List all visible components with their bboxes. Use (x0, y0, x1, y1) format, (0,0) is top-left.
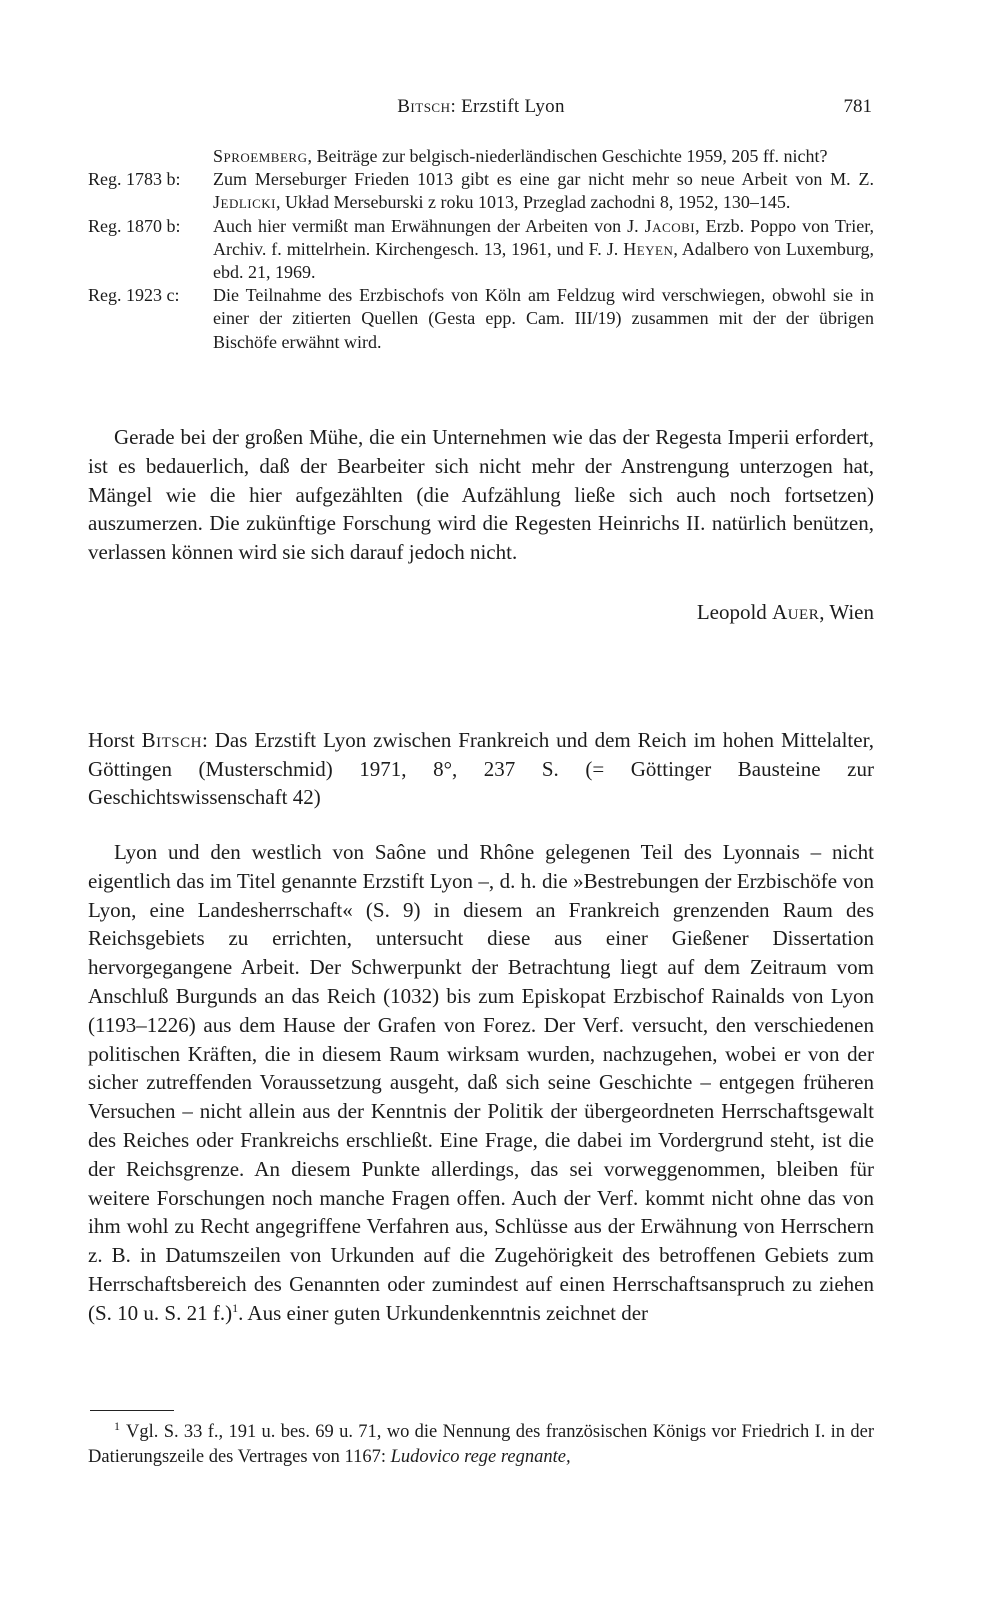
footnote-reference: 1 (232, 1300, 239, 1315)
note-text (213, 284, 874, 354)
book-title-details: : Das Erzstift Lyon zwischen Frankreich und dem Reich im hohen Mittelalter, Göttingen (Musterschmid) 1971, 8°, 237 S. (= Göttinger Bausteine zur Geschichtswissenschaft 42) (88, 728, 874, 809)
note-reference: Reg. 1870 b: (88, 215, 181, 236)
conclusion-paragraph: Gerade bei der großen Mühe, die ein Unternehmen wie das der Regesta Imperii erfordert, ist es bedauerlich, daß der Bearbeiter sich nicht mehr der Anstrengung unterzogen hat, Mängel wie die hier aufgezählten (die Aufzählung ließe sich auch noch fortsetzen) auszumerzen. Die zukünftige Forschung wird die Regesten Heinrichs II. natürlich benützen, verlassen können wird sie sich darauf jedoch nicht. (88, 425, 874, 565)
note-reference: Reg. 1783 b: (88, 169, 181, 190)
running-title-text: : Erzstift Lyon (450, 96, 565, 117)
note-text (213, 215, 874, 285)
running-title-author: Bitsch (397, 96, 451, 117)
note-entry (88, 284, 874, 354)
note-text (213, 168, 874, 214)
note-reference: Reg. 1923 c: (88, 285, 180, 306)
running-title (88, 92, 874, 122)
signature-city: , Wien (819, 600, 874, 624)
note-entry (88, 145, 874, 168)
note-text-segment: Auch hier vermißt man Erwähnungen der Arbeiten von J. (213, 215, 645, 236)
footnote-divider (90, 1410, 174, 1411)
review-paragraph-text: Lyon und den westlich von Saône und Rhône gelegenen Teil des Lyonnais – nicht eigentlich das im Titel genannte Erzstift Lyon –, d. h. die »Bestrebungen der Erzbischöfe von Lyon, eine Landesherrschaft« (S. 9) in diesem an Frankreich grenzenden Raum des Reichsgebiets zu errichten, untersucht diese aus einer Gießener Dissertation hervorgegangene Arbeit. Der Schwerpunkt der Betrachtung liegt auf dem Zeitraum vom Anschluß Burgunds an das Reich (1032) bis zum Episkopat Erzbischof Rainalds von Lyon (1193–1226) aus dem Hause der Grafen von Forez. Der Verf. versucht, den verschiedenen politischen Kräften, die in diesem Raum wirksam wurden, nachzugehen, wobei er von der sicher zutreffenden Voraussetzung ausgeht, daß sich seine Geschichte – entgegen früheren Versuchen – nicht allein aus der Kenntnis der Politik der übergeordneten Herrschaftsgewalt des Reiches oder Frankreichs erschließt. Eine Frage, die dabei im Vordergrund steht, ist die der Reichsgrenze. An diesem Punkte allerdings, das sei vorweggenommen, bleiben für weitere Forschungen noch manche Fragen offen. Auch der Verf. kommt nicht ohne das von ihm wohl zu Recht angegriffene Verfahren aus, Schlüsse aus der Erwähnung von Herrschern z. B. in Datumszeilen von Urkunden auf die Zugehörigkeit des betroffenen Gebiets zum Herrschaftsbereich des Genannten oder zumindest auf einen Herrschaftsanspruch zu ziehen (S. 10 u. S. 21 f.) (88, 840, 874, 1325)
book-author-last-name: Bitsch (141, 728, 202, 752)
footnote-text: Vgl. S. 33 f., 191 u. bes. 69 u. 71, wo die Nennung des französischen Königs vor Friedrich I. in der Datierungszeile des Vertrages von 1167: (88, 1422, 874, 1467)
note-entry (88, 215, 874, 285)
note-text-segment: , Adalbero von Luxemburg, ebd. 21, 1969. (213, 238, 874, 283)
note-entry (88, 168, 874, 214)
note-text-segment: , Układ Merseburski z roku 1013, Przeglad zachodni 8, 1952, 130–145. (276, 192, 791, 213)
reviewer-signature (697, 598, 874, 626)
signature-surname: Auer (772, 600, 820, 624)
note-text (213, 145, 874, 168)
regesta-notes-list (88, 145, 874, 354)
review-paragraph (88, 838, 874, 1328)
footnote (88, 1420, 874, 1469)
signature-first-name: Leopold (696, 600, 773, 624)
note-text-segment: Die Teilnahme des Erzbischofs von Köln am Feldzug wird verschwiegen, obwohl sie in einer der zitierten Quellen (Gesta epp. Cam. III/19) zusammen mit der der übrigen Bischöfe erwähnt wird. (213, 285, 874, 352)
note-text-segment: Zum Merseburger Frieden 1013 gibt es eine gar nicht mehr so neue Arbeit von M. Z. (213, 169, 874, 190)
book-author-first-name: Horst (88, 728, 142, 752)
note-reference (88, 145, 213, 168)
review-body (88, 838, 874, 1328)
footnote-mark: 1 (114, 1418, 120, 1433)
note-author-name: Jacobi (644, 215, 696, 236)
note-author-name: Sproemberg (213, 146, 308, 166)
page-number: 781 (843, 96, 872, 117)
previous-review-conclusion (88, 423, 874, 567)
book-citation-heading (88, 726, 874, 812)
review-paragraph-continuation: . Aus einer guten Urkundenkenntnis zeichnet der (238, 1300, 649, 1325)
note-text-segment: , Beiträge zur belgisch-niederländischen Geschichte 1959, 205 ff. nicht? (307, 146, 828, 166)
note-author-name: Jedlicki (213, 192, 276, 213)
note-author-name: Heyen (623, 238, 674, 259)
footnote-italic-quote: Ludovico rege regnante, (390, 1446, 571, 1467)
running-header (88, 92, 874, 122)
note-text-segment: , Erzb. Poppo von Trier, Archiv. f. mittelrhein. Kirchengesch. 13, 1961, und F. J. (213, 215, 874, 259)
